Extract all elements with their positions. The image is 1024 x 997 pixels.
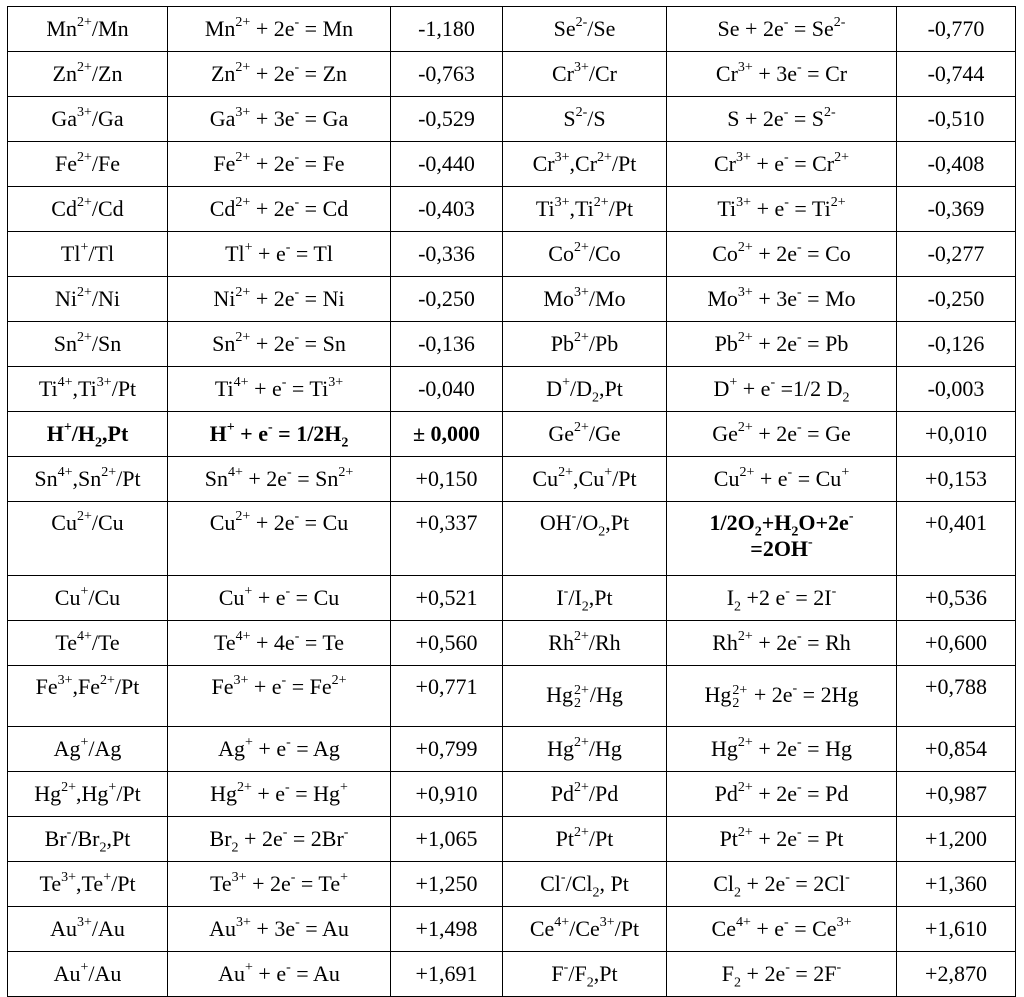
table-row bbox=[8, 952, 1016, 997]
potential-cell: -0,003 bbox=[897, 367, 1016, 412]
potential-cell: +0,536 bbox=[897, 576, 1016, 621]
potential-cell: +0,910 bbox=[391, 772, 503, 817]
electrode-cell: $Cu^{2+}/Cu$ bbox=[8, 502, 168, 576]
potential-cell: +0,600 bbox=[897, 621, 1016, 666]
reaction-cell: $Br_2 + 2e^- = 2Br^-$ bbox=[168, 817, 391, 862]
potential-cell: -0,250 bbox=[391, 277, 503, 322]
electrode-cell: $Mn^{2+}/Mn$ bbox=[8, 7, 168, 52]
reaction-cell: Au+ + e- = Au bbox=[168, 952, 391, 997]
potential-cell: +1,250 bbox=[391, 862, 503, 907]
potential-cell: -0,040 bbox=[391, 367, 503, 412]
table-row bbox=[8, 772, 1016, 817]
reaction-cell: $Ni^{2+} + 2e^- = Ni$ bbox=[168, 277, 391, 322]
reaction-cell: $Co^{2+} + 2e^- = Co$ bbox=[667, 232, 897, 277]
electrode-cell: Hg 2+ 2 /Hg bbox=[503, 666, 667, 727]
reaction-cell: $Sn^{4+} + 2e^- = Sn^{2+}$ bbox=[168, 457, 391, 502]
reaction-cell: $Pb^{2+} + 2e^- = Pb$ bbox=[667, 322, 897, 367]
reaction-cell: $1/2O_2+H_2O+2e^-$ =2OH- bbox=[667, 502, 897, 576]
reaction-cell: $Cd^{2+} + 2e^- = Cd$ bbox=[168, 187, 391, 232]
table-row bbox=[8, 457, 1016, 502]
table-row bbox=[8, 277, 1016, 322]
electrode-cell: $Ti^{4+},Ti^{3+}/Pt$ bbox=[8, 367, 168, 412]
reaction-cell: Tl+ + e- = Tl bbox=[168, 232, 391, 277]
reaction-cell: $Cu^{2+} + e^- = Cu^+$ bbox=[667, 457, 897, 502]
electrode-cell: Ag+/Ag bbox=[8, 727, 168, 772]
reaction-cell: $Zn^{2+} + 2e^- = Zn$ bbox=[168, 52, 391, 97]
reaction-cell: $Mn^{2+} + 2e^- = Mn$ bbox=[168, 7, 391, 52]
electrode-cell: Tl+/Tl bbox=[8, 232, 168, 277]
reaction-cell: $Sn^{2+} + 2e^- = Sn$ bbox=[168, 322, 391, 367]
electrode-cell: $D^+/D_2,Pt$ bbox=[503, 367, 667, 412]
potential-cell: -0,250 bbox=[897, 277, 1016, 322]
table-row bbox=[8, 322, 1016, 367]
reaction-cell: $Rh^{2+} + 2e^- = Rh$ bbox=[667, 621, 897, 666]
electrode-cell: $Mo^{3+}/Mo$ bbox=[503, 277, 667, 322]
electrode-cell: Cu+/Cu bbox=[8, 576, 168, 621]
reaction-cell: Cu+ + e- = Cu bbox=[168, 576, 391, 621]
potential-cell: +1,498 bbox=[391, 907, 503, 952]
standard-potentials-table bbox=[7, 6, 1016, 997]
table-row bbox=[8, 52, 1016, 97]
table-row bbox=[8, 7, 1016, 52]
electrode-cell: $Pd^{2+}/Pd$ bbox=[503, 772, 667, 817]
potential-cell: -0,369 bbox=[897, 187, 1016, 232]
reaction-cell: $Te^{4+} + 4e^- = Te$ bbox=[168, 621, 391, 666]
potential-cell: +2,870 bbox=[897, 952, 1016, 997]
table-row bbox=[8, 817, 1016, 862]
potential-cell: +0,150 bbox=[391, 457, 503, 502]
reaction-cell: $F_2 + 2e^- = 2F^-$ bbox=[667, 952, 897, 997]
reaction-cell: $Cr^{3+} + e^- = Cr^{2+}$ bbox=[667, 142, 897, 187]
table-row bbox=[8, 502, 1016, 576]
reaction-cell: $Ti^{3+} + e^- = Ti^{2+}$ bbox=[667, 187, 897, 232]
electrode-cell: $OH^-/O_2,Pt$ bbox=[503, 502, 667, 576]
reaction-cell: $Fe^{3+} + e^- = Fe^{2+}$ bbox=[168, 666, 391, 727]
reaction-cell: $Ti^{4+} + e^- = Ti^{3+}$ bbox=[168, 367, 391, 412]
reaction-cell: $Ce^{4+} + e^- = Ce^{3+}$ bbox=[667, 907, 897, 952]
potential-cell: +0,987 bbox=[897, 772, 1016, 817]
reaction-cell: $Hg^{2+} + e^- = Hg^+$ bbox=[168, 772, 391, 817]
potential-cell: +1,360 bbox=[897, 862, 1016, 907]
electrode-cell: $Cl^-/Cl_2$, Pt bbox=[503, 862, 667, 907]
potential-cell: -0,403 bbox=[391, 187, 503, 232]
reaction-cell: $Au^{3+} + 3e^- = Au$ bbox=[168, 907, 391, 952]
table-row bbox=[8, 232, 1016, 277]
reaction-cell: $Te^{3+} + 2e^- = Te^+$ bbox=[168, 862, 391, 907]
potential-cell: -0,510 bbox=[897, 97, 1016, 142]
reaction-cell: $Cl_2 + 2e^- = 2Cl^-$ bbox=[667, 862, 897, 907]
table-body bbox=[8, 7, 1016, 997]
electrode-cell: $S^{2-}/S$ bbox=[503, 97, 667, 142]
potential-cell: -0,744 bbox=[897, 52, 1016, 97]
potential-cell: -0,126 bbox=[897, 322, 1016, 367]
reaction-cell: Ag+ + e- = Ag bbox=[168, 727, 391, 772]
reaction-cell: $Fe^{2+} + 2e^- = Fe$ bbox=[168, 142, 391, 187]
reaction-cell: $S + 2e^- = S^{2-}$ bbox=[667, 97, 897, 142]
electrode-cell: $Au^{3+}/Au$ bbox=[8, 907, 168, 952]
potential-cell: +1,200 bbox=[897, 817, 1016, 862]
potential-cell: +1,065 bbox=[391, 817, 503, 862]
electrode-cell: $Sn^{4+},Sn^{2+}/Pt$ bbox=[8, 457, 168, 502]
potential-cell: +0,799 bbox=[391, 727, 503, 772]
electrode-cell: $H^+/H_2,Pt$ bbox=[8, 412, 168, 457]
electrode-cell: $F^-/F_2,Pt$ bbox=[503, 952, 667, 997]
table-row bbox=[8, 727, 1016, 772]
electrode-cell: $Ce^{4+}/Ce^{3+}/Pt$ bbox=[503, 907, 667, 952]
reaction-cell: D+ + e- =1/2 $D_2$ bbox=[667, 367, 897, 412]
potential-cell: +0,010 bbox=[897, 412, 1016, 457]
reaction-cell: $Ge^{2+} + 2e^- = Ge$ bbox=[667, 412, 897, 457]
electrode-cell: $I^-/I_2,Pt$ bbox=[503, 576, 667, 621]
electrode-cell: $Hg^{2+},Hg^+/Pt$ bbox=[8, 772, 168, 817]
table-row bbox=[8, 862, 1016, 907]
electrode-cell: $Te^{4+}/Te$ bbox=[8, 621, 168, 666]
potential-cell: -0,277 bbox=[897, 232, 1016, 277]
electrode-cell: $Ge^{2+}/Ge$ bbox=[503, 412, 667, 457]
table-row bbox=[8, 412, 1016, 457]
electrode-cell: $Br^-/Br_2,Pt$ bbox=[8, 817, 168, 862]
reaction-cell: Hg 2+ 2 + 2e- = 2Hg bbox=[667, 666, 897, 727]
potential-cell: +0,401 bbox=[897, 502, 1016, 576]
potential-cell: -0,408 bbox=[897, 142, 1016, 187]
electrode-cell: $Ni^{2+}/Ni$ bbox=[8, 277, 168, 322]
potential-cell: -0,136 bbox=[391, 322, 503, 367]
reaction-cell: $Ga^{3+} + 3e^- = Ga$ bbox=[168, 97, 391, 142]
potential-cell: +0,337 bbox=[391, 502, 503, 576]
electrode-cell: $Co^{2+}/Co$ bbox=[503, 232, 667, 277]
reaction-cell: $Pd^{2+} + 2e^- = Pd$ bbox=[667, 772, 897, 817]
electrode-cell: $Cu^{2+},Cu^+/Pt$ bbox=[503, 457, 667, 502]
electrode-cell: $Pt^{2+}/Pt$ bbox=[503, 817, 667, 862]
electrode-cell: $Te^{3+},Te^+/Pt$ bbox=[8, 862, 168, 907]
potential-cell: +0,521 bbox=[391, 576, 503, 621]
electrode-cell: $Cd^{2+}/Cd$ bbox=[8, 187, 168, 232]
potential-cell: -0,770 bbox=[897, 7, 1016, 52]
potential-cell: +0,788 bbox=[897, 666, 1016, 727]
reaction-cell: $Hg^{2+} + 2e^- = Hg$ bbox=[667, 727, 897, 772]
reaction-cell: $Cu^{2+} + 2e^- = Cu$ bbox=[168, 502, 391, 576]
table-row bbox=[8, 142, 1016, 187]
potential-cell: -0,440 bbox=[391, 142, 503, 187]
electrode-cell: $Cr^{3+},Cr^{2+}/Pt$ bbox=[503, 142, 667, 187]
table-row bbox=[8, 907, 1016, 952]
electrode-cell: $Cr^{3+}/Cr$ bbox=[503, 52, 667, 97]
potential-cell: -0,763 bbox=[391, 52, 503, 97]
potential-cell: +0,560 bbox=[391, 621, 503, 666]
reaction-cell: $Cr^{3+} + 3e^- = Cr$ bbox=[667, 52, 897, 97]
electrode-cell: $Fe^{3+},Fe^{2+}/Pt$ bbox=[8, 666, 168, 727]
table-row bbox=[8, 367, 1016, 412]
potential-cell: -1,180 bbox=[391, 7, 503, 52]
reaction-cell: $Pt^{2+} + 2e^- = Pt$ bbox=[667, 817, 897, 862]
potential-cell: ± 0,000 bbox=[391, 412, 503, 457]
potential-cell: +0,854 bbox=[897, 727, 1016, 772]
electrode-cell: $Sn^{2+}/Sn$ bbox=[8, 322, 168, 367]
reaction-cell: $H^+ + e^- = 1/2H_2$ bbox=[168, 412, 391, 457]
electrode-cell: $Rh^{2+}/Rh$ bbox=[503, 621, 667, 666]
table-row bbox=[8, 621, 1016, 666]
table-row bbox=[8, 666, 1016, 727]
electrode-cell: $Ti^{3+},Ti^{2+}/Pt$ bbox=[503, 187, 667, 232]
electrode-cell: $Fe^{2+}/Fe$ bbox=[8, 142, 168, 187]
reaction-cell: $Se + 2e^- = Se^{2-}$ bbox=[667, 7, 897, 52]
reaction-cell: $I_2 +2$ e- = 2I- bbox=[667, 576, 897, 621]
potential-cell: -0,336 bbox=[391, 232, 503, 277]
potential-cell: +0,771 bbox=[391, 666, 503, 727]
potential-cell: +1,691 bbox=[391, 952, 503, 997]
electrode-cell: $Ga^{3+}/Ga$ bbox=[8, 97, 168, 142]
reaction-cell: $Mo^{3+} + 3e^- = Mo$ bbox=[667, 277, 897, 322]
electrode-cell: $Pb^{2+}/Pb$ bbox=[503, 322, 667, 367]
electrode-cell: Au+/Au bbox=[8, 952, 168, 997]
potential-cell: +1,610 bbox=[897, 907, 1016, 952]
table-row bbox=[8, 187, 1016, 232]
table-row bbox=[8, 97, 1016, 142]
electrode-cell: $Se^{2-}/Se$ bbox=[503, 7, 667, 52]
electrode-cell: $Zn^{2+}/Zn$ bbox=[8, 52, 168, 97]
electrode-cell: $Hg^{2+}/Hg$ bbox=[503, 727, 667, 772]
potential-cell: -0,529 bbox=[391, 97, 503, 142]
potential-cell: +0,153 bbox=[897, 457, 1016, 502]
table-row bbox=[8, 576, 1016, 621]
